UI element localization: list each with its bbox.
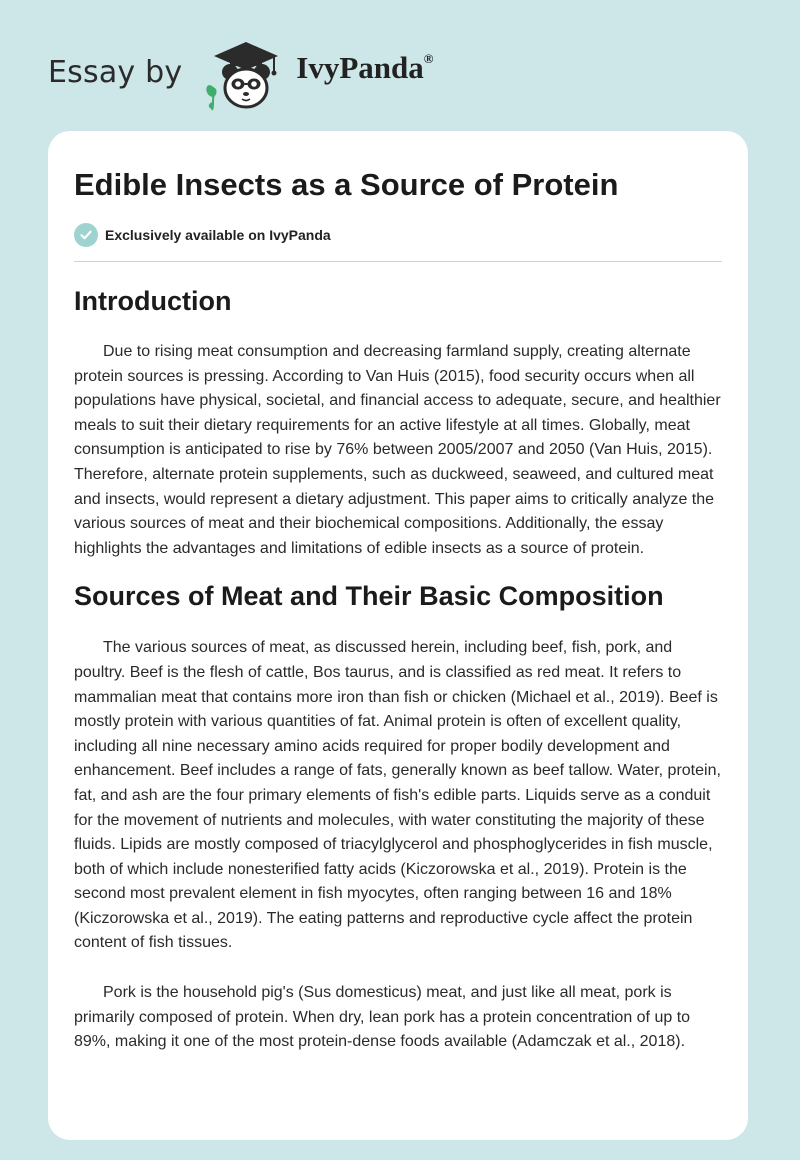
- section-heading-sources-of-meat: Sources of Meat and Their Basic Composition: [74, 581, 664, 612]
- brand-name: IvyPanda®: [296, 50, 434, 85]
- paragraph: The various sources of meat, as discussed herein, including beef, fish, pork, and poultry. Beef is the flesh of cattle, Bos taurus, and is classified as red meat. It refers to mammalian meat that contains more iron than fish or chicken (Michael et al., 2019). Beef is mostly protein with various quantities of fat. Animal protein is often of excellent quality, including all nine necessary amino acids required for proper bodily development and enhancement. Beef includes a range of fats, generally known as beef tallow. Water, protein, fat, and ash are the four primary elements of fish's edible parts. Liquids serve as a conduit for the movement of nutrients and molecules, with water constituting the majority of these fluids. Lipids are mostly composed of triacylglycerol and phosphoglycerides in fish muscle, both of which include nonesterified fatty acids (Kiczorowska et al., 2019). Protein is the second most prevalent element in fish myocytes, often ranging between 16 and 18% (Kiczorowska et al., 2019). The eating patterns and reproductive cycle affect the protein content of fish tissues.: [74, 639, 721, 952]
- brand-header: [48, 32, 434, 112]
- exclusive-badge: [74, 222, 722, 248]
- paragraph: Pork is the household pig's (Sus domesticus) meat, and just like all meat, pork is primarily composed of protein. When dry, lean pork has a protein concentration of up to 89%, making it one of the most protein-dense foods available (Adamczak et al., 2018).: [74, 984, 691, 1051]
- ivypanda-logo-icon: [200, 32, 292, 112]
- title-divider: [74, 261, 722, 262]
- essay-title: Edible Insects as a Source of Protein: [74, 167, 619, 202]
- essay-card: [48, 131, 748, 1140]
- section-heading-introduction: Introduction: [74, 286, 232, 316]
- exclusive-label: Exclusively available on IvyPanda: [105, 227, 331, 243]
- essay-by-label: Essay by: [48, 54, 183, 90]
- check-icon: [74, 223, 98, 247]
- paragraph: Due to rising meat consumption and decreasing farmland supply, creating alternate protein sources is pressing. According to Van Huis (2015), food security occurs when all populations have physical, societal, and financial access to adequate, secure, and healthier meals to suit their dietary requirements for an active lifestyle at all times. Globally, meat consumption is anticipated to rise by 76% between 2005/2007 and 2050 (Van Huis, 2015). Therefore, alternate protein supplements, such as duckweed, seaweed, and cultured meat and insects, would represent a dietary adjustment. This paper aims to critically analyze the various sources of meat and their biochemical compositions. Additionally, the essay highlights the advantages and limitations of edible insects as a source of protein.: [74, 343, 721, 557]
